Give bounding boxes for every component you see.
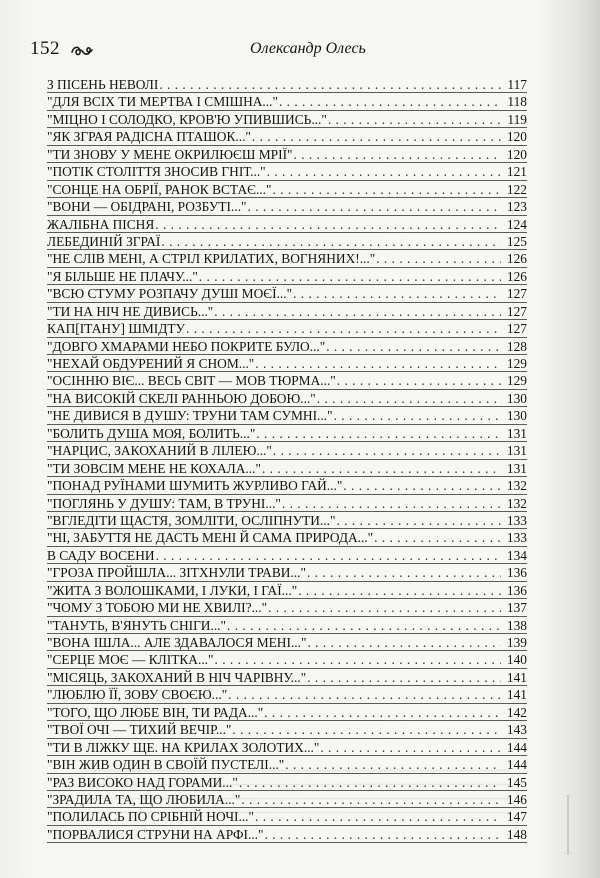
toc-entry xyxy=(47,303,527,320)
toc-entry xyxy=(47,495,527,512)
toc-entry-title: "ПОТІК СТОЛІТТЯ ЗНОСИВ ГНІТ..." xyxy=(47,164,266,180)
toc-dot-leader xyxy=(161,233,501,250)
toc-dot-leader xyxy=(294,146,502,163)
toc-entry-title: "НЕХАЙ ОБДУРЕНИЙ Я СНОМ..." xyxy=(47,356,255,371)
toc-entry-title: "ТИ ЗОВСІМ МЕНЕ НЕ КОХАЛА..." xyxy=(47,460,261,476)
toc-entry-title: "ВОНИ — ОБІДРАНІ, РОЗБУТІ..." xyxy=(47,199,247,215)
toc-dot-leader xyxy=(214,303,501,320)
toc-entry-title: "ТВОЇ ОЧІ — ТИХИЙ ВЕЧІР..." xyxy=(47,722,232,738)
toc-entry-title: ЛЕБЕДИНІЙ ЗГРАЇ xyxy=(47,233,161,249)
toc-entry-page: 131 xyxy=(506,425,527,441)
toc-entry xyxy=(47,216,527,233)
toc-entry-title: ЖАЛІБНА ПІСНЯ xyxy=(47,216,155,232)
toc-entry xyxy=(47,686,527,703)
toc-entry-title: "Я БІЛЬШЕ НЕ ПЛАЧУ..." xyxy=(47,268,198,284)
toc-entry-page: 133 xyxy=(506,512,527,528)
toc-entry-page: 120 xyxy=(506,146,527,162)
toc-entry xyxy=(47,407,527,424)
toc-dot-leader xyxy=(255,355,501,372)
toc-entry-title: "НА ВИСОКІЙ СКЕЛІ РАННЬОЮ ДОБОЮ..." xyxy=(47,390,316,406)
toc-entry-title: "ГРОЗА ПРОЙШЛА... ЗІТХНУЛИ ТРАВИ..." xyxy=(47,565,306,581)
toc-dot-leader xyxy=(228,686,501,703)
toc-dot-leader xyxy=(343,477,501,494)
toc-entry xyxy=(47,111,527,128)
toc-dot-leader xyxy=(215,651,502,668)
toc-entry-title: "ТОГО, ЩО ЛЮБЕ ВІН, ТИ РАДА..." xyxy=(47,704,264,720)
toc-entry-title: "БОЛИТЬ ДУША МОЯ, БОЛИТЬ..." xyxy=(47,425,256,441)
toc-entry-title: В САДУ ВОСЕНИ xyxy=(47,547,155,563)
toc-entry-page: 121 xyxy=(506,164,527,180)
page-number: 152 xyxy=(30,38,60,59)
toc-entry-title: "СЕРЦЕ МОЄ — КЛІТКА..." xyxy=(47,652,214,668)
toc-entry-page: 146 xyxy=(506,791,527,807)
toc-entry-title: "ВСЮ СТУМУ РОЗПАЧУ ДУШІ МОЄЇ..." xyxy=(47,286,293,302)
toc-entry xyxy=(47,564,527,581)
toc-entry-page: 119 xyxy=(507,111,527,127)
toc-entry xyxy=(47,390,527,407)
toc-entry xyxy=(47,285,527,302)
toc-entry-page: 117 xyxy=(507,77,527,92)
ornament-swirl-icon xyxy=(70,44,94,58)
toc-entry xyxy=(47,198,527,215)
toc-entry-page: 126 xyxy=(506,251,527,267)
toc-entry-title: "НІ, ЗАБУТТЯ НЕ ДАСТЬ МЕНІ Й САМА ПРИРОДА..." xyxy=(47,530,374,546)
toc-entry xyxy=(47,721,527,738)
toc-entry xyxy=(47,651,527,668)
running-title: Олександр Олесь xyxy=(250,40,366,57)
toc-dot-leader xyxy=(282,495,501,512)
toc-dot-leader xyxy=(279,93,501,110)
toc-dot-leader xyxy=(317,390,501,407)
toc-entry-title: "СОНЦЕ НА ОБРІЇ, РАНОК ВСТАЄ..." xyxy=(47,181,272,197)
toc-dot-leader xyxy=(156,547,501,564)
toc-entry-page: 131 xyxy=(506,443,527,459)
toc-entry-page: 132 xyxy=(506,495,527,511)
toc-entry xyxy=(47,617,527,634)
toc-entry xyxy=(47,250,527,267)
page-edge-mark xyxy=(567,795,569,855)
toc-dot-leader xyxy=(248,198,501,215)
toc-entry-page: 141 xyxy=(506,687,527,703)
toc-entry-page: 134 xyxy=(506,547,527,563)
toc-entry-page: 130 xyxy=(506,408,527,424)
toc-entry-title: "ЛЮБЛЮ ЇЇ, ЗОВУ СВОЄЮ..." xyxy=(47,687,228,703)
toc-entry-title: "ЗРАДИЛА ТА, ЩО ЛЮБИЛА..." xyxy=(47,791,241,807)
toc-entry-page: 122 xyxy=(506,181,527,197)
toc-entry xyxy=(47,372,527,389)
toc-entry-title: КАП[ІТАНУ] ШМІДТУ xyxy=(47,321,185,337)
toc-dot-leader xyxy=(307,669,501,686)
toc-dot-leader xyxy=(267,163,501,180)
toc-entry-title: "ПОНАД РУЇНАМИ ШУМИТЬ ЖУРЛИВО ГАЙ..." xyxy=(47,478,343,494)
toc-dot-leader xyxy=(328,111,501,128)
toc-entry-page: 141 xyxy=(506,669,527,685)
toc-entry-page: 148 xyxy=(506,826,527,842)
toc-entry-page: 133 xyxy=(506,530,527,546)
toc-dot-leader xyxy=(374,529,501,546)
toc-dot-leader xyxy=(307,564,501,581)
toc-entry-page: 128 xyxy=(506,338,527,354)
toc-entry xyxy=(47,512,527,529)
toc-entry-title: "ЖИТА З ВОЛОШКАМИ, І ЛУКИ, І ГАЇ..." xyxy=(47,582,298,598)
toc-entry xyxy=(47,442,527,459)
toc-entry xyxy=(47,146,527,163)
toc-dot-leader xyxy=(262,460,501,477)
toc-dot-leader xyxy=(227,617,501,634)
toc-entry xyxy=(47,547,527,564)
toc-dot-leader xyxy=(268,599,501,616)
toc-entry-title: "ТАНУТЬ, В'ЯНУТЬ СНІГИ..." xyxy=(47,617,226,633)
toc-entry-page: 124 xyxy=(506,216,527,232)
toc-dot-leader xyxy=(376,250,501,267)
toc-entry-title: "НЕ ДИВИСЯ В ДУШУ: ТРУНИ ТАМ СУМНІ..." xyxy=(47,408,333,424)
toc-entry-title: "НЕ СЛІВ МЕНІ, А СТРІЛ КРИЛАТИХ, ВОГНЯНИХ!..." xyxy=(47,251,376,267)
toc-entry xyxy=(47,669,527,686)
toc-entry-page: 131 xyxy=(506,460,527,476)
toc-entry xyxy=(47,460,527,477)
toc-entry xyxy=(47,739,527,756)
toc-entry xyxy=(47,582,527,599)
toc-dot-leader xyxy=(186,320,501,337)
toc-entry-page: 136 xyxy=(506,582,527,598)
toc-entry-page: 118 xyxy=(507,94,527,110)
toc-entry xyxy=(47,355,527,372)
toc-dot-leader xyxy=(265,826,502,843)
toc-dot-leader xyxy=(273,442,501,459)
toc-dot-leader xyxy=(159,76,501,93)
toc-entry-title: "ДОВГО ХМАРАМИ НЕБО ПОКРИТЕ БУЛО..." xyxy=(47,338,326,354)
toc-entry-page: 132 xyxy=(506,478,527,494)
toc-entry xyxy=(47,163,527,180)
toc-entry-title: "ТИ В ЛІЖКУ ЩЕ. НА КРИЛАХ ЗОЛОТИХ..." xyxy=(47,739,320,755)
toc-entry xyxy=(47,634,527,651)
toc-entry xyxy=(47,320,527,337)
toc-entry-title: "ВОНА ІШЛА... АЛЕ ЗДАВАЛОСЯ МЕНІ..." xyxy=(47,635,307,650)
toc-entry-title: "РАЗ ВИСОКО НАД ГОРАМИ..." xyxy=(47,774,238,790)
toc-entry xyxy=(47,529,527,546)
toc-entry-title: "ВГЛЕДІТИ ЩАСТЯ, ЗОМЛІТИ, ОСЛІПНУТИ..." xyxy=(47,512,336,528)
toc-dot-leader xyxy=(320,739,501,756)
toc-dot-leader xyxy=(326,338,501,355)
toc-entry-page: 129 xyxy=(506,356,527,371)
toc-entry-title: "ЯК ЗГРАЯ РАДІСНА ПТАШОК..." xyxy=(47,129,251,145)
toc-entry xyxy=(47,233,527,250)
table-of-contents xyxy=(47,76,527,843)
toc-entry-page: 127 xyxy=(506,303,527,319)
toc-entry-page: 140 xyxy=(506,652,527,668)
toc-entry-page: 144 xyxy=(506,739,527,755)
toc-entry-title: "МІЦНО І СОЛОДКО, КРОВ'Ю УПИВШИСЬ..." xyxy=(47,111,327,127)
toc-dot-leader xyxy=(252,128,501,145)
show-through-text xyxy=(80,762,510,822)
toc-dot-leader xyxy=(307,634,501,651)
toc-entry xyxy=(47,181,527,198)
toc-entry xyxy=(47,425,527,442)
toc-entry-title: "ТИ ЗНОВУ У МЕНЕ ОКРИЛЮЄШ МРІЇ" xyxy=(47,146,293,162)
page-header xyxy=(30,38,550,62)
toc-entry-title: "ТИ НА НІЧ НЕ ДИВИСЬ..." xyxy=(47,303,214,319)
toc-dot-leader xyxy=(232,721,501,738)
toc-dot-leader xyxy=(199,268,501,285)
toc-entry xyxy=(47,477,527,494)
toc-entry xyxy=(47,76,527,93)
toc-dot-leader xyxy=(337,372,501,389)
toc-entry-title: "ДЛЯ ВСІХ ТИ МЕРТВА І СМІШНА..." xyxy=(47,94,278,110)
toc-entry-title: З ПІСЕНЬ НЕВОЛІ xyxy=(47,77,159,92)
toc-entry-title: "ПОГЛЯНЬ У ДУШУ: ТАМ, В ТРУНІ..." xyxy=(47,495,281,511)
toc-entry-title: "ПОЛИЛАСЬ ПО СРІБНІЙ НОЧІ..." xyxy=(47,809,254,825)
page-edge-shadow xyxy=(530,0,600,878)
toc-entry-title: "МІСЯЦЬ, ЗАКОХАНИЙ В НІЧ ЧАРІВНУ..." xyxy=(47,669,307,685)
toc-entry-title: "НАРЦИС, ЗАКОХАНИЙ В ЛІЛЕЮ..." xyxy=(47,443,272,459)
toc-entry-page: 129 xyxy=(506,373,527,389)
toc-entry-page: 123 xyxy=(506,199,527,215)
toc-entry-page: 138 xyxy=(506,617,527,633)
toc-entry-title: "ОСІННЮ ВІЄ... ВЕСЬ СВІТ — МОВ ТЮРМА..." xyxy=(47,373,336,389)
toc-dot-leader xyxy=(272,181,501,198)
toc-entry-page: 147 xyxy=(506,809,527,825)
toc-entry-page: 145 xyxy=(506,774,527,790)
toc-entry-page: 126 xyxy=(506,268,527,284)
toc-entry-page: 127 xyxy=(506,286,527,302)
toc-dot-leader xyxy=(264,704,501,721)
toc-entry-page: 143 xyxy=(506,722,527,738)
toc-entry-title: "ЧОМУ З ТОБОЮ МИ НЕ ХВИЛІ?..." xyxy=(47,600,268,616)
toc-entry xyxy=(47,93,527,110)
toc-entry-title: "ВІН ЖИВ ОДИН В СВОЇЙ ПУСТЕЛІ..." xyxy=(47,757,285,773)
toc-entry-page: 142 xyxy=(506,704,527,720)
toc-entry xyxy=(47,128,527,145)
toc-entry-page: 137 xyxy=(506,600,527,616)
toc-entry xyxy=(47,599,527,616)
toc-dot-leader xyxy=(256,425,501,442)
toc-dot-leader xyxy=(298,582,501,599)
toc-dot-leader xyxy=(336,512,501,529)
toc-entry-page: 130 xyxy=(506,390,527,406)
toc-dot-leader xyxy=(334,407,501,424)
toc-entry-page: 120 xyxy=(506,129,527,145)
toc-entry-page: 125 xyxy=(506,233,527,249)
toc-entry-title: "ПОРВАЛИСЯ СТРУНИ НА АРФІ..." xyxy=(47,826,264,842)
toc-entry xyxy=(47,268,527,285)
toc-entry xyxy=(47,338,527,355)
toc-entry-page: 144 xyxy=(506,757,527,773)
toc-entry xyxy=(47,826,527,843)
toc-dot-leader xyxy=(293,285,501,302)
toc-entry xyxy=(47,704,527,721)
toc-dot-leader xyxy=(155,216,501,233)
toc-entry-page: 136 xyxy=(506,565,527,581)
toc-entry-page: 127 xyxy=(506,321,527,337)
toc-entry-page: 139 xyxy=(506,635,527,650)
